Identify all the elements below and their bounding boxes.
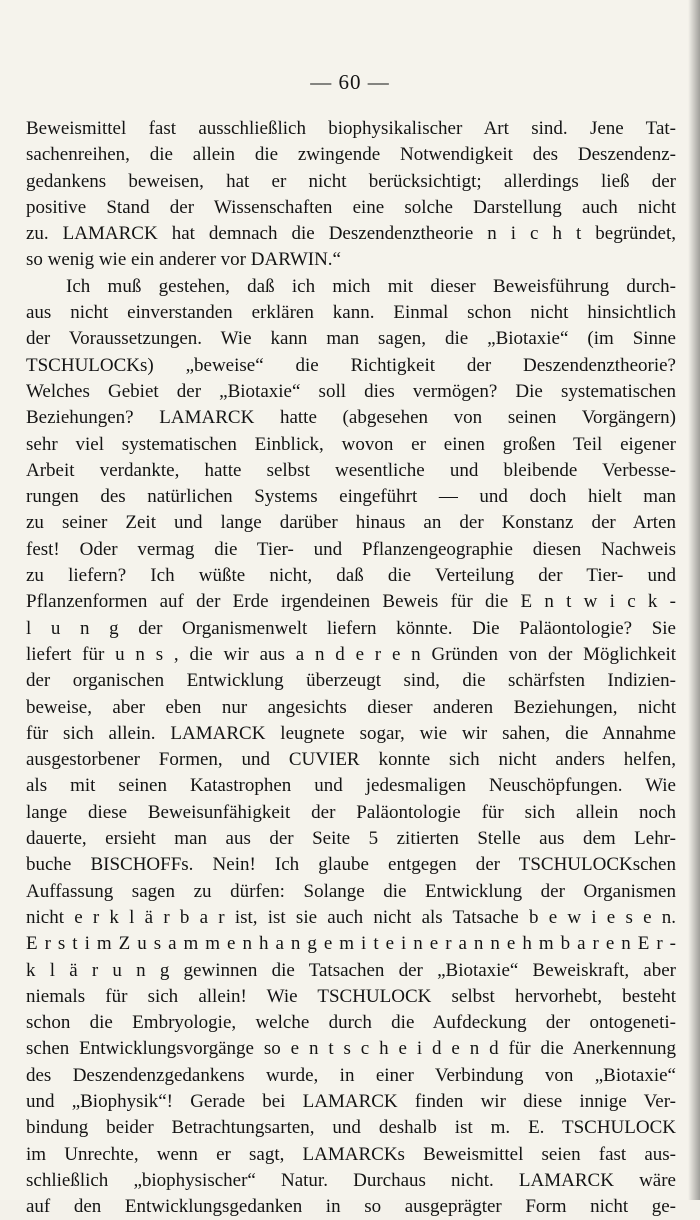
text-line: l u n g der Organismenwelt liefern könnte. Die Paläontologie? Sie bbox=[26, 617, 676, 639]
text-line: Pflanzenformen auf der Erde irgendeinen Beweis für die E n t w i c k - bbox=[26, 591, 676, 613]
text-line: im Unrechte, wenn er sagt, LAMARCKs Beweismittel seien fast aus- bbox=[26, 1143, 676, 1165]
text-line: als mit seinen Katastrophen und jedesmaligen Neuschöpfungen. Wie bbox=[26, 775, 676, 797]
text-line: buche BISCHOFFs. Nein! Ich glaube entgegen der TSCHULOCKschen bbox=[26, 854, 676, 876]
text-line: niemals für sich allein! Wie TSCHULOCK selbst hervorhebt, besteht bbox=[26, 985, 676, 1007]
text-line: des Deszendenzgedankens wurde, in einer Verbindung von „Biotaxie“ bbox=[26, 1064, 676, 1086]
text-line: schon die Embryologie, welche durch die Aufdeckung der ontogeneti- bbox=[26, 1012, 676, 1034]
text-line: dauerte, ersieht man aus der Seite 5 zitierten Stelle aus dem Lehr- bbox=[26, 828, 676, 850]
text-line: ausgestorbener Formen, und CUVIER konnte sich nicht anders helfen, bbox=[26, 749, 676, 771]
text-line: Arbeit verdankte, hatte selbst wesentliche und bleibende Verbesse- bbox=[26, 459, 676, 481]
text-line: Beziehungen? LAMARCK hatte (abgesehen von seinen Vorgängern) bbox=[26, 407, 676, 429]
text-line: bindung beider Betrachtungsarten, und deshalb ist m. E. TSCHULOCK bbox=[26, 1117, 676, 1139]
text-line: sehr viel systematischen Einblick, wovon er einen großen Teil eigener bbox=[26, 433, 676, 455]
text-line: zu liefern? Ich wüßte nicht, daß die Verteilung der Tier- und bbox=[26, 565, 676, 587]
text-line: zu seiner Zeit und lange darüber hinaus an der Konstanz der Arten bbox=[26, 512, 676, 534]
text-line: Beweismittel fast ausschließlich biophysikalischer Art sind. Jene Tat- bbox=[26, 118, 676, 139]
text-line: zu. LAMARCK hat demnach die Deszendenztheorie n i c h t begründet, bbox=[26, 223, 676, 245]
text-line: für sich allein. LAMARCK leugnete sogar, wie wir sahen, die Annahme bbox=[26, 722, 676, 744]
text-line: beweise, aber eben nur angesichts dieser anderen Beziehungen, nicht bbox=[26, 696, 676, 718]
text-line: auf den Entwicklungsgedanken in so ausgeprägter Form nicht ge- bbox=[26, 1196, 676, 1218]
body-text bbox=[26, 116, 676, 1220]
text-line: liefert für u n s , die wir aus a n d e r e n Gründen von der Möglichkeit bbox=[26, 643, 676, 665]
text-line: der Voraussetzungen. Wie kann man sagen, die „Biotaxie“ (im Sinne bbox=[26, 328, 676, 350]
text-line: und „Biophysik“! Gerade bei LAMARCK finden wir diese innige Ver- bbox=[26, 1090, 676, 1112]
text-line: lange diese Beweisunfähigkeit der Paläontologie für sich allein noch bbox=[26, 801, 676, 823]
text-line: Ich muß gestehen, daß ich mich mit dieser Beweisführung durch- bbox=[66, 275, 676, 297]
text-line: fest! Oder vermag die Tier- und Pflanzengeographie diesen Nachweis bbox=[26, 538, 676, 560]
text-line: sachenreihen, die allein die zwingende Notwendigkeit des Deszendenz- bbox=[26, 144, 676, 166]
text-line: schen Entwicklungsvorgänge so e n t s c h e i d e n d für die Anerkennung bbox=[26, 1038, 676, 1060]
text-line: Welches Gebiet der „Biotaxie“ soll dies vermögen? Die systematischen bbox=[26, 380, 676, 402]
page-number: — 60 — bbox=[310, 70, 390, 94]
text-line: gedankens beweisen, hat er nicht berücksichtigt; allerdings ließ der bbox=[26, 170, 676, 192]
text-line: Auffassung sagen zu dürfen: Solange die Entwicklung der Organismen bbox=[26, 880, 676, 902]
text-line: aus nicht einverstanden erklären kann. Einmal schon nicht hinsichtlich bbox=[26, 302, 676, 324]
text-line: rungen des natürlichen Systems eingeführt — und doch hielt man bbox=[26, 486, 676, 508]
text-line: der organischen Entwicklung überzeugt sind, die schärfsten Indizien- bbox=[26, 670, 676, 692]
text-line: E r s t i m Z u s a m m e n h a n g e m i t e i n e r a n n e h m b a r e n E r - bbox=[26, 933, 676, 955]
text-line: so wenig wie ein anderer vor DARWIN.“ bbox=[26, 249, 341, 271]
text-line: positive Stand der Wissenschaften eine solche Darstellung auch nicht bbox=[26, 196, 676, 218]
text-line: k l ä r u n g gewinnen die Tatsachen der „Biotaxie“ Beweiskraft, aber bbox=[26, 959, 676, 981]
text-line: TSCHULOCKs) „beweise“ die Richtigkeit der Deszendenztheorie? bbox=[26, 354, 676, 376]
text-line: schließlich „biophysischer“ Natur. Durchaus nicht. LAMARCK wäre bbox=[26, 1169, 676, 1191]
text-line: nicht e r k l ä r b a r ist, ist sie auch nicht als Tatsache b e w i e s e n. bbox=[26, 906, 676, 928]
